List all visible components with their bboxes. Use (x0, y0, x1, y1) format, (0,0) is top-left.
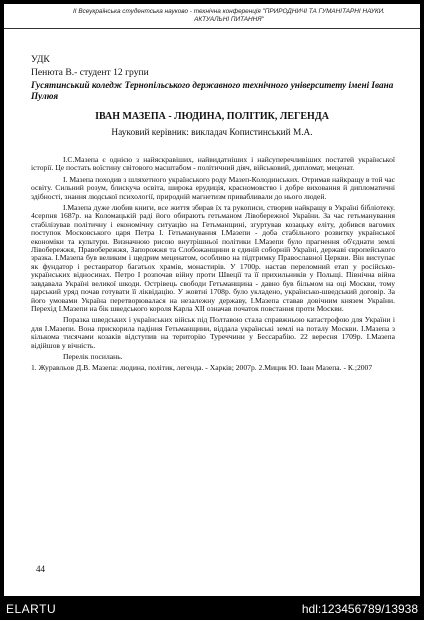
paragraph: Поразка шведських і українських військ під Полтавою стала справжньою катастрофою для України і для І.Мазепи. Вона прискорила падіння Гетьманщини, віддала українські землі на поталу Москви. І.Мазепа з кількома тисячами козаків відступив на територію Туреччини у Бессарабію. 22 вересня 1709р. І.Мазепа відійшов у вічність. (31, 315, 395, 350)
page-number: 44 (36, 564, 45, 574)
header-divider (4, 28, 420, 29)
paragraph: І.Мазепа дуже любив книги, все життя збирав їх та рукописи, створив найкращу в Україні бібліотеку. 4серпня 1687р. на Коломацькій раді його обирають гетьманом Лівобережної України. За час гетьманування стабілізував політичну і економічну ситуацію на Гетьманщині, згуртував козацьку еліту, добився вагомих поступок Московського царя Петра І. Гетьманування І.Мазепи - доба стабільного розвитку української економіки та культури. Визначною рисою внутрішньої політики І.Мазепи було прагнення об'єднати землі Лівобережжя, Правобережжя, Запорожжя та Слобожанщини в єдиній соборній Україні, державі європейського зразка. І.Мазепа був великим і щедрим меценатом, особливо на підтримку Православної Церкви. Він виступає як фундатор і реставратор багатьох храмів, монастирів. У 1700р. настав переломний етап у російсько-українських відносинах. Петро І розпочав війну проти Швеції та її прихильників у Польщі. Північна війна завдавала Україні великої шкоди. Острівець свободи Гетьманщина - давно був більмом на оці Москви, тому царський уряд почав готувати її ліквідацію. У жовтні 1708р. було укладено, українсько-шведський договір. За його умовами Україна перетворювалася на незалежну державу, І.Мазепа ставав довічним князем України. Перехід І.Мазепи на бік шведського короля Карла ХІІ означав початок повстання проти Москви. (31, 203, 395, 313)
udk-label: УДК (31, 54, 50, 65)
references-list: 1. Журавльов Д.В. Мазепа: людина, політик, легенда. - Харків; 2007р. 2.Мицик Ю. Іван Мазепа. - К.;2007 (31, 363, 373, 373)
conference-header: ІІ Всеукраїнська студентська науково - технічна конференція "ПРИРОДНИЧІ ТА ГУМАНІТАРНІ НАУКИ. АКТУАЛЬНІ ПИТАННЯ" (73, 8, 385, 23)
supervisor-line: Науковий керівник: викладач Копистинський М.А. (111, 128, 313, 138)
references-section (31, 353, 395, 373)
institution-line: Гусятинський коледж Тернопільського державного технічного університету імені Івана Пулюя (31, 80, 394, 101)
article-body (31, 156, 395, 376)
author-line: Пенюта В.- студент 12 групи (31, 67, 149, 78)
paragraph: І.С.Мазепа є однією з найяскравіших, найвидатніших і найсуперечливіших постатей української історії. Це постать воїстину світового масштабом - політичний діяч, військовий, дипломат, меценат. (31, 155, 395, 173)
repository-label: ELARTU (6, 602, 57, 616)
references-heading: Перелік посилань. (63, 351, 123, 361)
handle-identifier: hdl:123456789/13938 (301, 602, 418, 616)
document-page (4, 4, 420, 596)
article-title: ІВАН МАЗЕПА - ЛЮДИНА, ПОЛІТИК, ЛЕГЕНДА (95, 111, 329, 122)
paragraph: І. Мазепа походив з шляхетного українського роду Мазеп-Колодинських. Отримав найкращу в той час освіту. Сильний розум, блискуча освіта, широка ерудиція, красномовство і добре виховання й дипломатичні здібності, знання людської психології, природній магнетизм привабливали до нього людей. (31, 174, 395, 201)
